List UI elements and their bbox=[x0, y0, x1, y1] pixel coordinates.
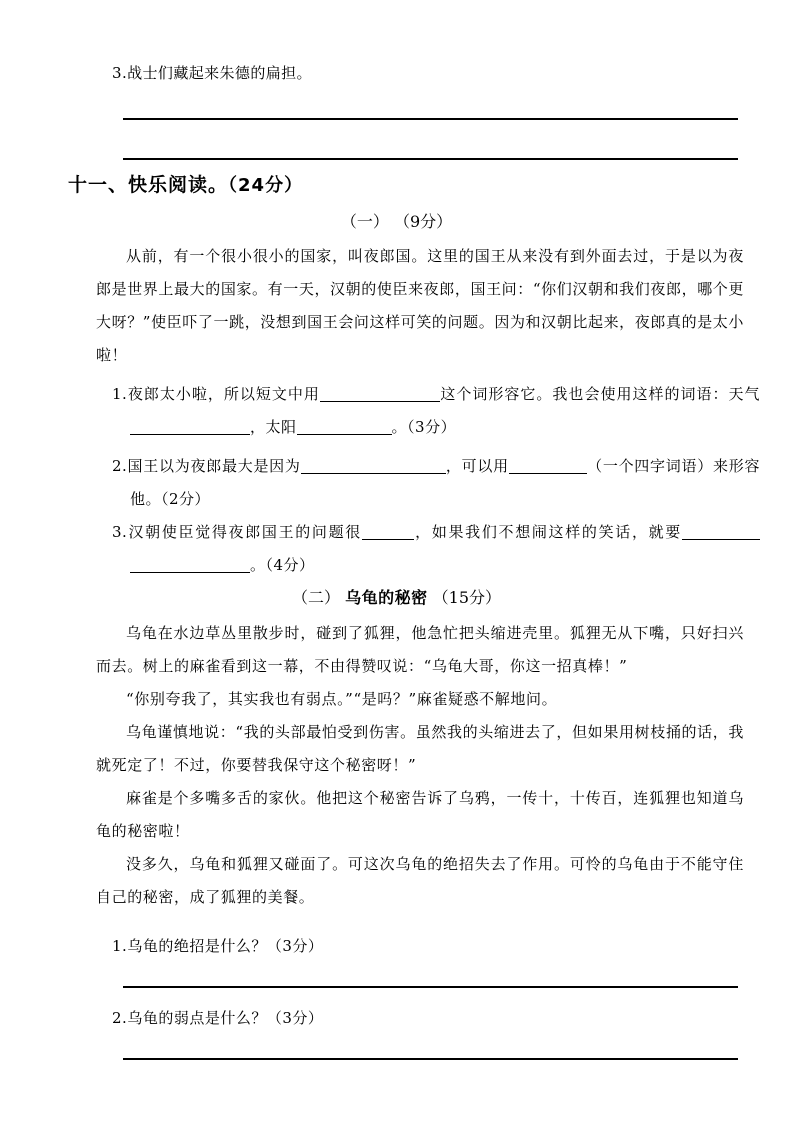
passage-two-question-2 bbox=[112, 1002, 760, 1035]
question-points: （3分） bbox=[407, 418, 457, 436]
fill-blank[interactable] bbox=[320, 386, 440, 402]
answer-line[interactable] bbox=[123, 986, 738, 988]
section-heading bbox=[68, 170, 303, 197]
question-text: 。 bbox=[250, 556, 266, 574]
passage-two-points: （15分） bbox=[432, 588, 502, 607]
question-text: 夜郎太小啦，所以短文中用 bbox=[127, 385, 320, 403]
fill-blank[interactable] bbox=[130, 557, 250, 573]
fill-blank[interactable] bbox=[297, 419, 392, 435]
passage-two-title: 乌龟的秘密 bbox=[345, 588, 428, 607]
passage-one-header bbox=[0, 209, 793, 232]
passage-two-paragraph: 没多久，乌龟和狐狸又碰面了。可这次乌龟的绝招失去了作用。可怜的乌龟由于不能守住自己的秘密，成了狐狸的美餐。 bbox=[96, 855, 744, 906]
carryover-question-text: 战士们藏起来朱德的扁担。 bbox=[127, 64, 312, 82]
passage-two-paragraph: 麻雀是个多嘴多舌的家伙。他把这个秘密告诉了乌鸦，一传十，十传百，连狐狸也知道乌龟的秘密啦！ bbox=[96, 789, 744, 840]
passage-one-label: （一） bbox=[340, 212, 389, 231]
section-title: 快乐阅读。 bbox=[128, 174, 229, 196]
question-text: 这个词形容它。我也会使用这样的词语：天气 bbox=[439, 385, 760, 403]
question-text: 国王以为夜郎最大是因为 bbox=[127, 457, 301, 475]
section-number: 十一、 bbox=[68, 174, 129, 196]
passage-one-body: 从前，有一个很小很小的国家，叫夜郎国。这里的国王从来没有到外面去过，于是以为夜郎是世界上最大的国家。有一天，汉朝的使臣来夜郎，国王问：“你们汉朝和我们夜郎，哪个更大呀？”使臣吓了一跳，没想到国王会问这样可笑的问题。因为和汉朝比起来，夜郎真的是太小啦！ bbox=[96, 247, 744, 364]
passage-two-paragraph: 乌龟谨慎地说：“我的头部最怕受到伤害。虽然我的头缩进去了，但如果用树枝捅的话，我就死定了！不过，你要替我保守这个秘密呀！” bbox=[96, 723, 744, 774]
question-points: （2分） bbox=[161, 490, 211, 508]
passage-one-points: （9分） bbox=[393, 212, 453, 231]
answer-line[interactable] bbox=[123, 158, 738, 160]
fill-blank[interactable] bbox=[682, 524, 760, 540]
question-number: 1. bbox=[112, 937, 128, 955]
question-text: 汉朝使臣觉得夜郎国王的问题很 bbox=[127, 523, 362, 541]
question-number: 3. bbox=[112, 523, 128, 541]
answer-line[interactable] bbox=[123, 1058, 738, 1060]
question-points: （4分） bbox=[265, 556, 315, 574]
passage-one-question-2 bbox=[112, 450, 760, 516]
question-points: （3分） bbox=[266, 1009, 324, 1027]
question-points: （3分） bbox=[266, 937, 324, 955]
carryover-question bbox=[112, 62, 312, 83]
question-text: 。 bbox=[391, 418, 408, 436]
fill-blank[interactable] bbox=[509, 458, 587, 474]
fill-blank[interactable] bbox=[301, 458, 446, 474]
question-number: 1. bbox=[112, 385, 128, 403]
passage-two-question-1 bbox=[112, 930, 760, 963]
passage-two-paragraph: “你别夸我了，其实我也有弱点。”“是吗？”麻雀疑惑不解地问。 bbox=[126, 690, 558, 708]
carryover-question-number: 3. bbox=[112, 64, 128, 82]
passage-two-header bbox=[0, 585, 793, 608]
question-text: 乌龟的弱点是什么？ bbox=[127, 1009, 267, 1027]
passage-one-question-1 bbox=[112, 378, 760, 444]
question-text: ，太阳 bbox=[250, 418, 297, 436]
question-text: ，可以用 bbox=[445, 457, 509, 475]
section-points: （24分） bbox=[228, 175, 304, 196]
passage-two-label: （二） bbox=[291, 588, 340, 607]
question-number: 2. bbox=[112, 1009, 128, 1027]
question-text: ，如果我们不想闹这样的笑话，就要 bbox=[413, 523, 682, 541]
question-text: （一个四字词语）来形容他。 bbox=[130, 457, 760, 508]
question-number: 2. bbox=[112, 457, 128, 475]
passage-two-paragraph: 乌龟在水边草丛里散步时，碰到了狐狸，他急忙把头缩进壳里。狐狸无从下嘴，只好扫兴而去。树上的麻雀看到这一幕，不由得赞叹说：“乌龟大哥，你这一招真棒！” bbox=[96, 624, 744, 675]
answer-line[interactable] bbox=[123, 118, 738, 120]
fill-blank[interactable] bbox=[362, 524, 414, 540]
passage-one-question-3 bbox=[112, 516, 760, 582]
question-text: 乌龟的绝招是什么？ bbox=[127, 937, 267, 955]
fill-blank[interactable] bbox=[130, 419, 250, 435]
